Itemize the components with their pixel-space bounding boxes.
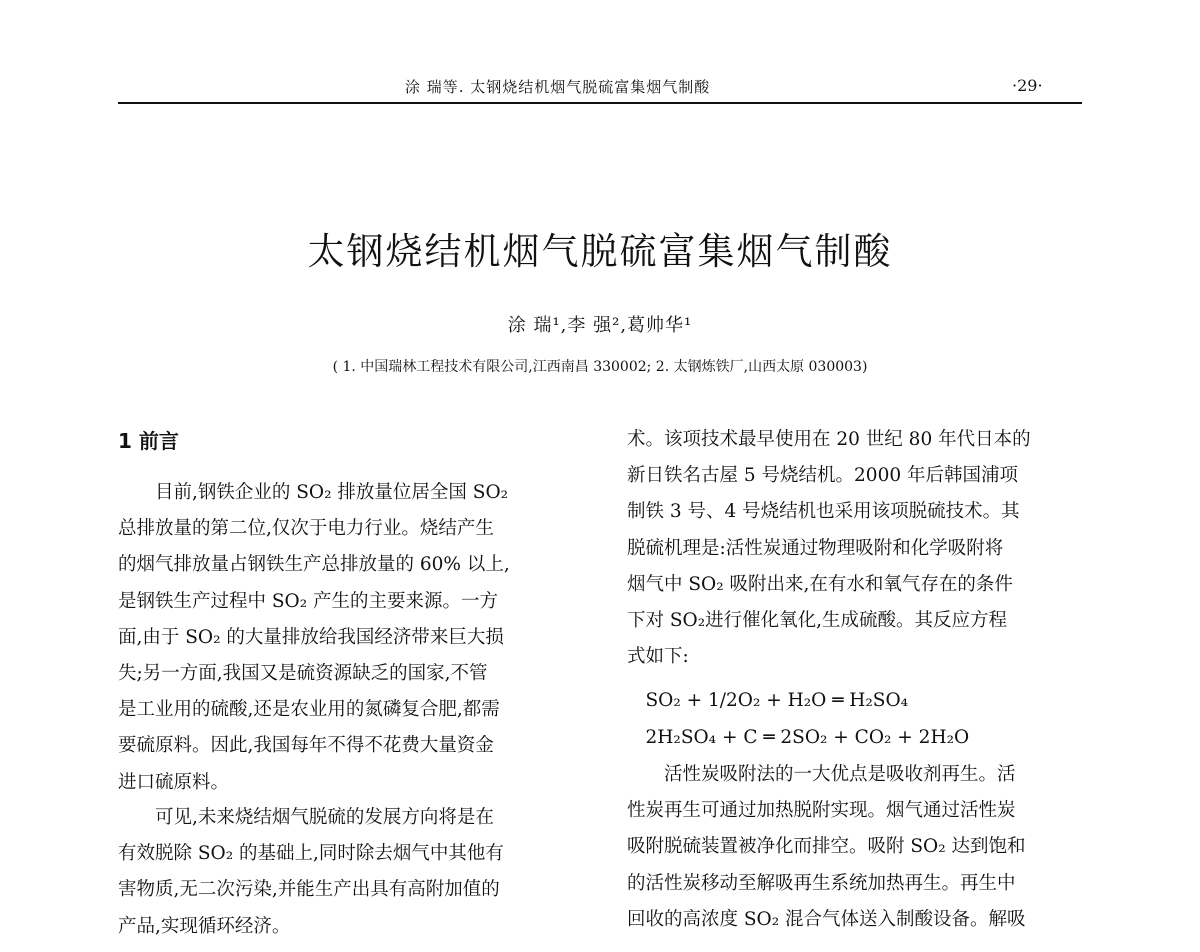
text-line: 的烟气排放量占钢铁生产总排放量的 60% 以上, (118, 554, 510, 576)
article-authors: 涂 瑞¹,李 强²,葛帅华¹ (507, 315, 693, 336)
text-line: 是工业用的硫酸,还是农业用的氮磷复合肥,都需 (118, 699, 500, 721)
article-affiliations: ( 1. 中国瑞林工程技术有限公司,江西南昌 330002; 2. 太钢炼铁厂,山西太原 030003) (332, 359, 868, 375)
running-header-title: 涂 瑞等. 太钢烧结机烟气脱硫富集烟气制酸 (405, 78, 711, 96)
text-line: 害物质,无二次污染,并能生产出具有高附加值的 (118, 879, 500, 901)
article-title: 太钢烧结机烟气脱硫富集烟气制酸 (307, 230, 893, 273)
text-line: 有效脱除 SO₂ 的基础上,同时除去烟气中其他有 (118, 843, 504, 865)
text-line: 要硫原料。因此,我国每年不得不花费大量资金 (118, 735, 494, 757)
text-line: 脱硫机理是:活性炭通过物理吸附和化学吸附将 (627, 537, 1004, 559)
text-line: 的活性炭移动至解吸再生系统加热再生。再生中 (627, 872, 1016, 894)
text-line: 2H₂SO₄ + C ═ 2SO₂ + CO₂ + 2H₂O (627, 727, 970, 748)
text-line: 进口硫原料。 (118, 771, 230, 793)
text-line: 烟气中 SO₂ 吸附出来,在有水和氧气存在的条件 (627, 573, 1013, 595)
text-line: 性炭再生可通过加热脱附实现。烟气通过活性炭 (627, 800, 1016, 822)
text-line: 吸附脱硫装置被净化而排空。吸附 SO₂ 达到饱和 (627, 836, 1026, 858)
text-line: 总排放量的第二位,仅次于电力行业。烧结产生 (118, 518, 494, 540)
header-rule (118, 102, 1082, 104)
text-line: 新日铁名古屋 5 号烧结机。2000 年后韩国浦项 (627, 465, 1018, 487)
text-line: 式如下: (627, 646, 689, 668)
text-line: 产品,实现循环经济。 (118, 915, 291, 937)
text-line: 可见,未来烧结烟气脱硫的发展方向将是在 (118, 807, 494, 828)
text-line: 下对 SO₂进行催化氧化,生成硫酸。其反应方程 (627, 610, 1008, 631)
section-heading: 1 前言 (118, 429, 179, 453)
text-line: 失;另一方面,我国又是硫资源缺乏的国家,不管 (118, 663, 488, 684)
text-line: 是钢铁生产过程中 SO₂ 产生的主要来源。一方 (118, 590, 499, 612)
text-line: SO₂ + 1/2O₂ + H₂O ═ H₂SO₄ (627, 690, 909, 711)
page-number: ·29· (1012, 76, 1043, 95)
text-line: 回收的高浓度 SO₂ 混合气体送入制酸设备。解吸 (627, 908, 1026, 930)
text-line: 面,由于 SO₂ 的大量排放给我国经济带来巨大损 (118, 626, 504, 648)
text-line: 活性炭吸附法的一大优点是吸收剂再生。活 (627, 764, 1016, 785)
text-line: 目前,钢铁企业的 SO₂ 排放量位居全国 SO₂ (118, 482, 509, 503)
text-line: 术。该项技术最早使用在 20 世纪 80 年代日本的 (627, 429, 1031, 450)
text-line: 制铁 3 号、4 号烧结机也采用该项脱硫技术。其 (627, 501, 1020, 523)
